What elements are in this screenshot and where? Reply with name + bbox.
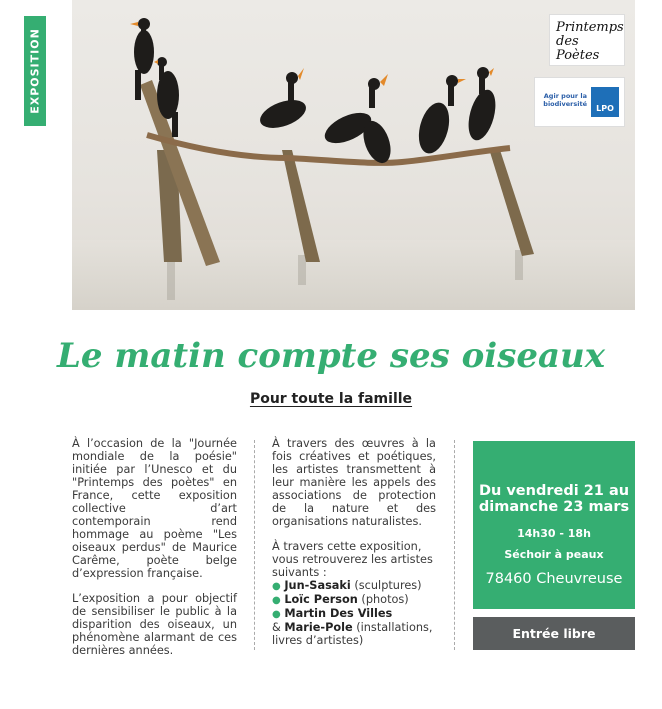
list-item <box>272 621 436 647</box>
column-divider <box>454 440 455 650</box>
artists-column <box>272 437 436 647</box>
artist-name: Marie-Pole <box>284 621 353 634</box>
subtitle-text: Pour toute la famille <box>249 391 413 407</box>
lpo-tagline: Agir pour la biodiversité <box>543 92 587 108</box>
column-divider <box>254 440 255 650</box>
event-info-box <box>473 441 635 609</box>
artists-paragraph-1: À travers des œuvres à la fois créatives et poétiques, les artistes transmettent à leur manière les appels des associations de protection de la nature et des organisations naturalistes. <box>272 437 436 528</box>
intro-paragraph-1: À l’occasion de la "Journée mondiale de la poésie" initiée par l’Unesco et du "Printemps des poètes" en France, cette exposition collective d’art contemporain rend hommage au poème "Les oiseaux perdus" de Maurice Carême, poète belge d’expression française. <box>72 437 237 580</box>
event-place: Séchoir à peaux <box>504 548 604 561</box>
intro-paragraph-2: L’exposition a pour objectif de sensibiliser le public à la disparition des oiseaux, un phénomène alarmant de ces dernières années. <box>72 592 237 657</box>
artist-name: Jun-Sasaki <box>284 579 351 592</box>
artists-paragraph-2: À travers cette exposition, vous retrouverez les artistes suivants : <box>272 540 433 579</box>
lpo-badge <box>591 87 619 117</box>
event-city: 78460 Cheuvreuse <box>485 571 623 587</box>
artist-prefix: & <box>272 621 285 634</box>
list-item: ● Loïc Person (photos) <box>272 593 409 606</box>
exposition-tag <box>24 16 46 126</box>
subtitle <box>0 388 662 407</box>
artist-name: Loïc Person <box>284 593 358 606</box>
free-entry-banner: Entrée libre <box>473 617 635 650</box>
printemps-logo-text: Printemps des Poètes <box>556 20 624 63</box>
artist-desc: (sculptures) <box>350 579 422 592</box>
printemps-des-poetes-logo <box>549 14 625 66</box>
lpo-logo <box>534 77 625 127</box>
lpo-badge-label: LPO <box>596 104 614 113</box>
artists-list <box>272 579 436 647</box>
artist-desc: (photos) <box>357 593 409 606</box>
artist-desc: (installations, livres d’artistes) <box>272 621 433 647</box>
intro-column <box>72 437 237 669</box>
list-item: ● Martin Des Villes <box>272 607 393 620</box>
event-dates: Du vendredi 21 au dimanche 23 mars <box>478 483 630 515</box>
page-title: Le matin compte ses oiseaux <box>56 336 605 376</box>
list-item: ● Jun-Sasaki (sculptures) <box>272 579 422 592</box>
artist-name: Martin Des Villes <box>284 607 393 620</box>
event-hours: 14h30 - 18h <box>517 527 591 540</box>
exposition-tag-label: EXPOSITION <box>28 28 42 114</box>
